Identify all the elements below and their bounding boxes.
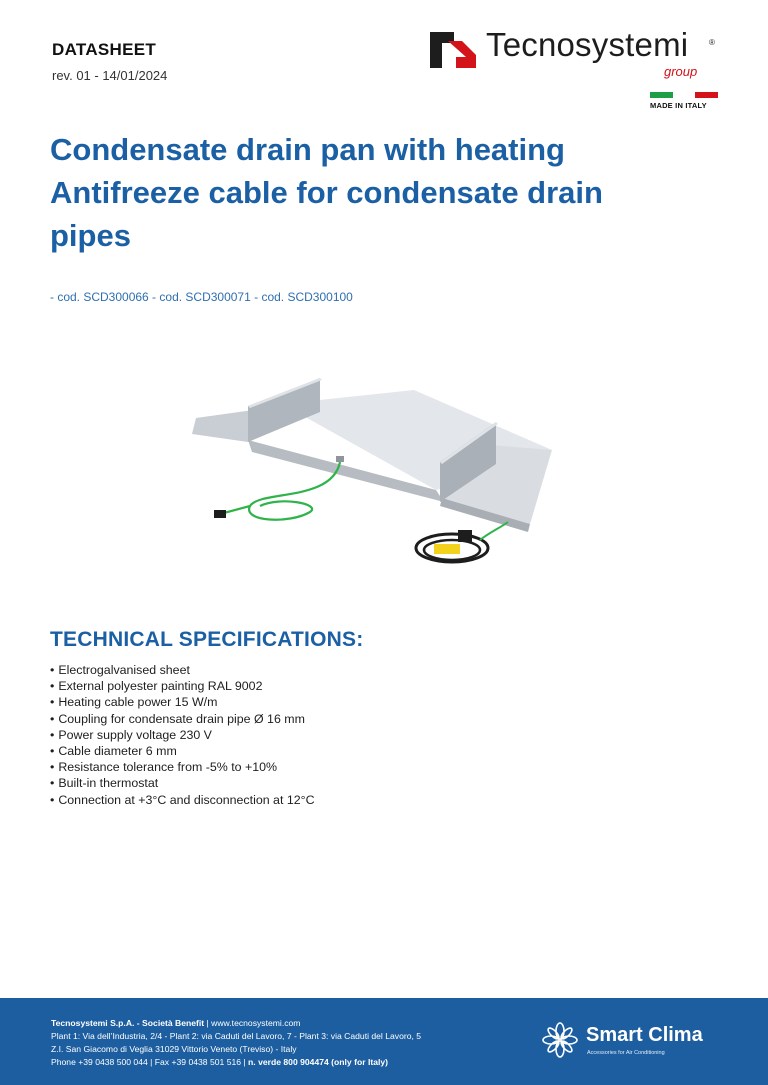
specifications-list	[50, 662, 315, 808]
registered-mark: ®	[709, 38, 715, 47]
product-title	[50, 128, 730, 257]
spec-item: • Resistance tolerance from -5% to +10%	[50, 759, 315, 775]
website-link[interactable]: | www.tecnosystemi.com	[204, 1018, 301, 1028]
spec-item: • Power supply voltage 230 V	[50, 727, 315, 743]
title-line-1: Condensate drain pan with heating	[50, 132, 565, 167]
spec-item: • Coupling for condensate drain pipe Ø 16 mm	[50, 711, 315, 727]
toll-free-number: n. verde 800 904474 (only for Italy)	[248, 1057, 388, 1067]
city-address: Z.I. San Giacomo di Veglia 31029 Vittorio Veneto (Treviso) - Italy	[51, 1044, 297, 1054]
document-type: DATASHEET	[52, 40, 157, 59]
spec-item: • Electrogalvanised sheet	[50, 662, 315, 678]
spec-item: • Cable diameter 6 mm	[50, 743, 315, 759]
spec-item: • Built-in thermostat	[50, 775, 315, 791]
spec-item: • External polyester painting RAL 9002	[50, 678, 315, 694]
tecnosystemi-logo	[428, 26, 720, 82]
spec-item: • Connection at +3°C and disconnection at 12°C	[50, 792, 315, 808]
drain-pan-product-image	[190, 372, 556, 572]
company-name: Tecnosystemi S.p.A. - Società Benefit	[51, 1018, 205, 1028]
smart-clima-name: Smart Clima	[586, 1024, 703, 1046]
technical-specifications-heading: TECHNICAL SPECIFICATIONS:	[50, 628, 364, 651]
document-header	[52, 40, 167, 83]
product-codes: - cod. SCD300066 - cod. SCD300071 - cod. SCD300100	[50, 290, 353, 304]
brand-group: group	[664, 64, 698, 79]
title-line-2: Antifreeze cable for condensate drain	[50, 175, 603, 210]
phone-fax: Phone +39 0438 500 044 | Fax +39 0438 501 516 |	[51, 1057, 249, 1067]
spec-item: • Heating cable power 15 W/m	[50, 694, 315, 710]
made-in-italy-badge	[650, 92, 718, 110]
smart-clima-tagline: Accessories for Air Conditioning	[587, 1050, 665, 1056]
made-in-italy-label: MADE IN ITALY	[650, 101, 707, 110]
plant-addresses: Plant 1: Via dell’Industria, 2/4 - Plant 2: via Caduti del Lavoro, 7 - Plant 3: via Caduti del Lavoro, 5	[51, 1031, 422, 1041]
title-line-3: pipes	[50, 218, 131, 253]
company-info	[51, 1017, 421, 1069]
snowflake-icon	[540, 1020, 580, 1060]
smart-clima-logo	[540, 1020, 730, 1064]
brand-name: Tecnosystemi	[486, 26, 689, 63]
revision-date: rev. 01 - 14/01/2024	[52, 68, 168, 83]
footer	[0, 998, 768, 1085]
italy-flag-icon	[650, 92, 718, 98]
logo-mark-icon	[428, 30, 478, 70]
